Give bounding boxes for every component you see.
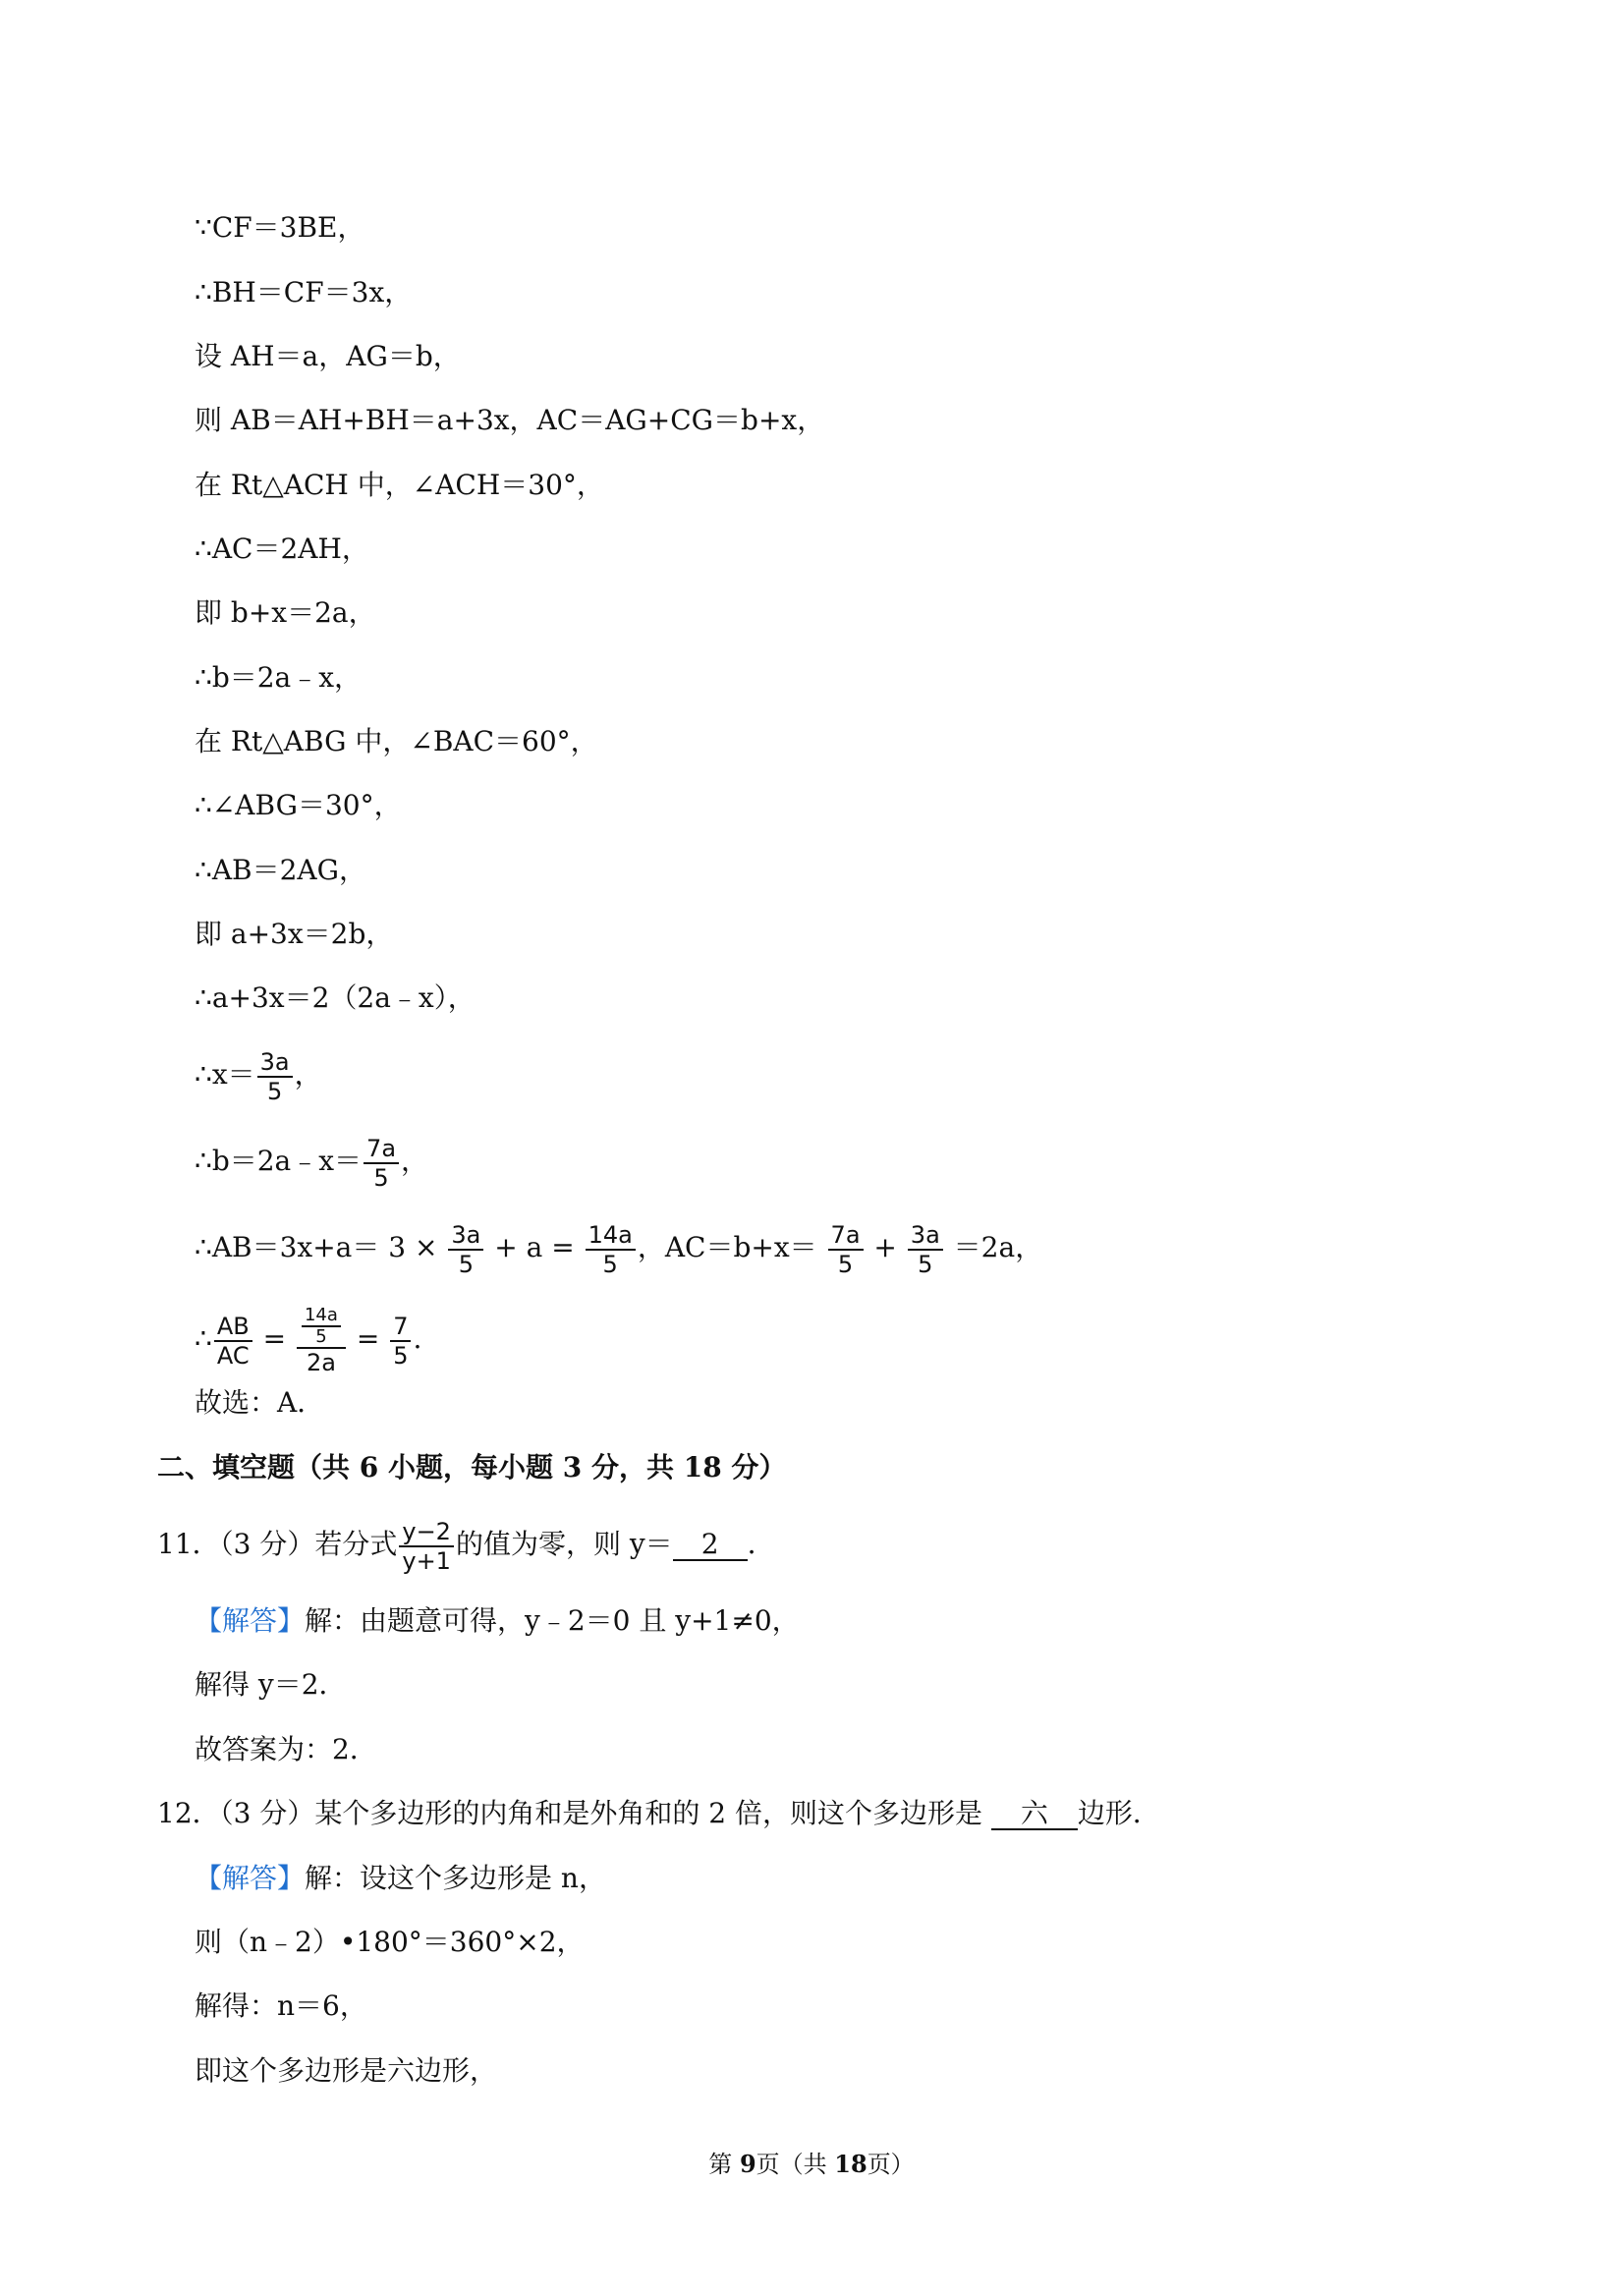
- denominator: 2a: [306, 1348, 336, 1376]
- q12-solution-1: [195, 1861, 606, 1896]
- q11-solution-3: 故答案为：2．: [195, 1733, 377, 1765]
- q11-solution-1: [195, 1603, 800, 1639]
- footer-text: 页（共: [756, 2151, 835, 2178]
- denominator: y+1: [402, 1546, 451, 1575]
- solution-line-7: 即 b+x＝2a，: [195, 596, 376, 629]
- fraction: [586, 1221, 636, 1278]
- solution-line-10: ∴∠ABG＝30°，: [195, 789, 402, 821]
- question-12: [157, 1796, 1160, 1831]
- inner-fraction: [302, 1306, 341, 1347]
- text: ∴AB＝3x+a＝ 3 ×: [195, 1231, 447, 1263]
- fraction: [257, 1048, 293, 1105]
- denominator: 5: [458, 1250, 474, 1278]
- solution-line-11: ∴AB＝2AG，: [195, 854, 367, 886]
- question-11: [157, 1513, 775, 1576]
- numerator: 3a: [908, 1221, 943, 1251]
- text: ．: [747, 1528, 775, 1560]
- denominator: 5: [602, 1250, 618, 1278]
- denominator: 5: [393, 1341, 409, 1370]
- numerator: [297, 1306, 346, 1349]
- denominator: 5: [373, 1163, 389, 1192]
- fraction: [828, 1221, 864, 1278]
- numerator: 7a: [364, 1135, 399, 1164]
- text: .: [413, 1322, 422, 1355]
- denominator: AC: [216, 1341, 250, 1370]
- answer-blank: 六: [991, 1799, 1078, 1830]
- text: ∴x＝: [195, 1058, 255, 1091]
- solution-line-9: 在 Rt△ABG 中，∠BAC＝60°，: [195, 725, 598, 757]
- solution-line-5: 在 Rt△ACH 中，∠ACH＝30°，: [195, 469, 604, 501]
- text: ，: [294, 1058, 322, 1091]
- numerator: 14a: [302, 1306, 341, 1327]
- text: ，: [401, 1145, 429, 1177]
- solution-line-8: ∴b＝2a﹣x，: [195, 661, 363, 694]
- solution-line-17: [195, 1295, 421, 1383]
- solution-line-1: ∵CF＝3BE，: [195, 211, 365, 244]
- text: ，AC＝b+x＝: [637, 1231, 826, 1263]
- numerator: y−2: [399, 1518, 454, 1547]
- fraction: [448, 1221, 483, 1278]
- numerator: 7: [390, 1313, 411, 1342]
- answer-blank: 2: [673, 1530, 748, 1561]
- solution-line-2: ∴BH＝CF＝3x，: [195, 276, 413, 308]
- numerator: AB: [214, 1313, 252, 1342]
- text: =: [253, 1322, 295, 1355]
- page-total: 18: [834, 2150, 867, 2178]
- q11-solution-2: 解得 y＝2．: [195, 1668, 347, 1701]
- denominator: 5: [837, 1250, 854, 1278]
- solution-line-16: [195, 1216, 1042, 1279]
- q12-solution-2: 则（n﹣2）•180°＝360°×2，: [195, 1926, 585, 1958]
- page-number: 9: [739, 2150, 756, 2178]
- fraction: [390, 1313, 411, 1370]
- solution-line-18: 故选：A．: [195, 1386, 325, 1419]
- fraction: [364, 1135, 399, 1192]
- solution-line-15: [195, 1130, 428, 1193]
- numerator: 3a: [448, 1221, 483, 1251]
- numerator: 3a: [257, 1048, 293, 1078]
- solution-tag: 【解答】: [195, 1604, 306, 1637]
- question-12-stem: 12．（3 分）某个多边形的内角和是外角和的 2 倍，则这个多边形是: [157, 1797, 982, 1829]
- q12-solution-3: 解得：n＝6，: [195, 1989, 367, 2022]
- solution-line-4: 则 AB＝AH+BH＝a+3x，AC＝AG+CG＝b+x，: [195, 404, 825, 436]
- question-11-stem: 11．（3 分）若分式: [157, 1528, 398, 1560]
- solution-line-13: ∴a+3x＝2（2a﹣x），: [195, 981, 476, 1014]
- solution-line-3: 设 AH＝a，AG＝b，: [195, 340, 461, 372]
- numerator: 14a: [586, 1221, 636, 1251]
- text: ∴b＝2a﹣x＝: [195, 1145, 363, 1177]
- solution-line-14: [195, 1043, 322, 1106]
- fraction: [399, 1518, 454, 1575]
- question-11-stem-cont: 的值为零，则 y＝: [455, 1528, 673, 1560]
- text: =: [347, 1322, 389, 1355]
- numerator: 7a: [828, 1221, 864, 1251]
- fraction: [908, 1221, 943, 1278]
- footer-text: 页）: [867, 2151, 915, 2178]
- text: ＝2a，: [944, 1231, 1043, 1263]
- text: 解：由题意可得，y﹣2＝0 且 y+1≠0，: [305, 1604, 800, 1637]
- footer-text: 第: [708, 2151, 740, 2178]
- text: +: [865, 1231, 906, 1263]
- text: 边形．: [1077, 1797, 1160, 1829]
- denominator: 5: [315, 1325, 327, 1347]
- solution-tag: 【解答】: [195, 1862, 306, 1894]
- solution-line-12: 即 a+3x＝2b，: [195, 918, 394, 950]
- text: 解：设这个多边形是 n，: [305, 1862, 606, 1894]
- denominator: 5: [918, 1250, 933, 1278]
- compound-fraction: [297, 1306, 346, 1376]
- page-footer: [0, 2145, 1623, 2179]
- denominator: 5: [266, 1077, 283, 1105]
- section-heading: 二、填空题（共 6 小题，每小题 3 分，共 18 分）: [157, 1451, 787, 1484]
- fraction: [214, 1313, 252, 1370]
- text: + a =: [485, 1231, 584, 1263]
- text: ∴: [195, 1322, 212, 1355]
- solution-line-6: ∴AC＝2AH，: [195, 532, 369, 565]
- q12-solution-4: 即这个多边形是六边形，: [195, 2054, 498, 2087]
